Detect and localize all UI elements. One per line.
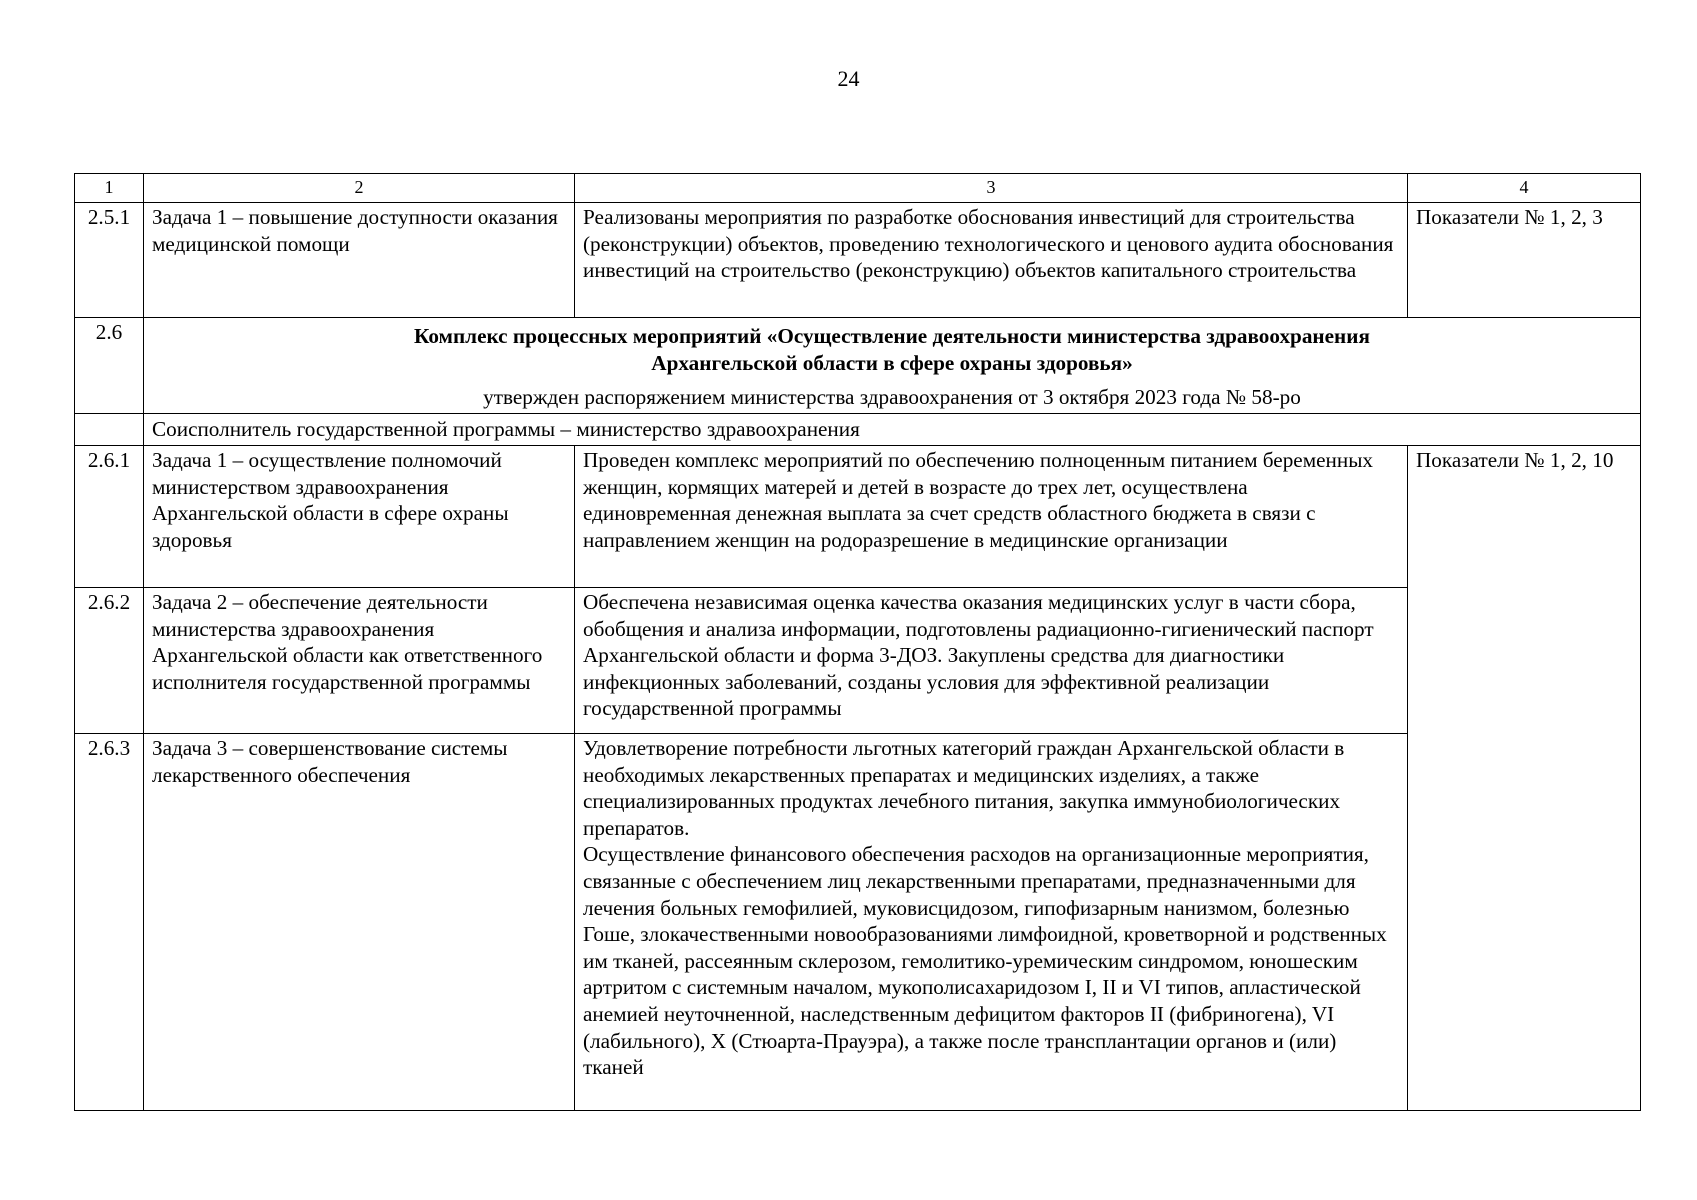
column-number: 3 [575, 174, 1408, 203]
co-executor-cell: Соисполнитель государственной программы – министерство здравоохранения [144, 414, 1641, 446]
result-paragraph: Удовлетворение потребности льготных категорий граждан Архангельской области в необходимых лекарственных препаратах и медицинских изделиях, а также специализированных продуктах лечебного питания, закупка иммунобиологических препаратов. [583, 736, 1345, 840]
row-number: 2.6.3 [75, 734, 144, 1111]
table-row [75, 734, 1641, 1111]
empty-cell [75, 414, 144, 446]
result-cell: Проведен комплекс мероприятий по обеспечению полноценным питанием беременных женщин, кормящих матерей и детей в возрасте до трех лет, осуществлена единовременная денежная выплата за счет средств областного бюджета в связи с направлением женщин на родоразрешение в медицинские организации [575, 446, 1408, 588]
task-cell: Задача 3 – совершенствование системы лекарственного обеспечения [144, 734, 575, 1111]
section-header-cell [144, 318, 1641, 414]
section-subtitle: утвержден распоряжением министерства здравоохранения от 3 октября 2023 года № 58-ро [483, 385, 1301, 410]
section-title-line: Архангельской области в сфере охраны здоровья» [651, 350, 1133, 375]
column-number-row [75, 174, 1641, 203]
row-number: 2.6.2 [75, 588, 144, 734]
task-cell: Задача 1 – осуществление полномочий министерством здравоохранения Архангельской области в сфере охраны здоровья [144, 446, 575, 588]
table-row [75, 446, 1641, 588]
section-title-line: Комплекс процессных мероприятий «Осуществление деятельности министерства здравоохранения [414, 324, 1370, 348]
program-table [74, 173, 1641, 1111]
task-cell: Задача 2 – обеспечение деятельности министерства здравоохранения Архангельской области как ответственного исполнителя государственной программы [144, 588, 575, 734]
indicators-cell: Показатели № 1, 2, 10 [1408, 446, 1641, 1111]
column-number: 1 [75, 174, 144, 203]
section-row [75, 318, 1641, 414]
task-cell: Задача 1 – повышение доступности оказания медицинской помощи [144, 203, 575, 318]
table-row [75, 203, 1641, 318]
result-cell: Обеспечена независимая оценка качества оказания медицинских услуг в части сбора, обобщения и анализа информации, подготовлены радиационно-гигиенический паспорт Архангельской области и форма 3-ДОЗ. Закуплены средства для диагностики инфекционных заболеваний, созданы условия для эффективной реализации государственной программы [575, 588, 1408, 734]
row-number: 2.5.1 [75, 203, 144, 318]
result-cell [575, 734, 1408, 1111]
co-executor-row [75, 414, 1641, 446]
section-number: 2.6 [75, 318, 144, 414]
row-number: 2.6.1 [75, 446, 144, 588]
page-number: 24 [837, 66, 860, 91]
section-title [152, 319, 1632, 376]
column-number: 4 [1408, 174, 1641, 203]
indicators-cell: Показатели № 1, 2, 3 [1408, 203, 1641, 318]
result-cell: Реализованы мероприятия по разработке обоснования инвестиций для строительства (реконструкции) объектов, проведению технологического и ценового аудита обоснования инвестиций на строительство (реконструкцию) объектов капитального строительства [575, 203, 1408, 318]
column-number: 2 [144, 174, 575, 203]
table-row [75, 588, 1641, 734]
result-paragraph: Осуществление финансового обеспечения расходов на организационные мероприятия, связанные с обеспечением лиц лекарственными препаратами, предназначенными для лечения больных гемофилией, муковисцидозом, гипофизарным нанизмом, болезнью Гоше, злокачественными новообразованиями лимфоидной, кроветворной и родственных им тканей, рассеянным склерозом, гемолитико-уремическим синдромом, юношеским артритом с системным началом, мукополисахаридозом I, II и VI типов, апластической анемией неуточненной, наследственным дефицитом факторов II (фибриногена), VI (лабильного), X (Стюарта-Прауэра), а также после трансплантации органов и (или) тканей [583, 842, 1387, 1080]
